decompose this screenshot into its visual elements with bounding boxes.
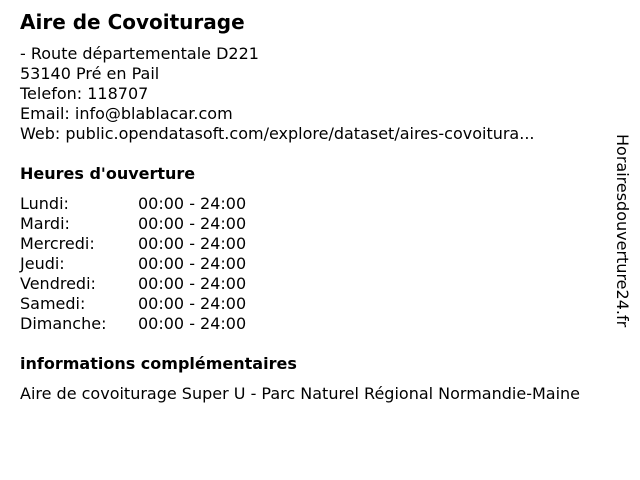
address-street: - Route départementale D221 (20, 44, 259, 63)
hours-row (20, 314, 246, 334)
day-label: Mardi: (20, 214, 70, 233)
web-line: Web: public.opendatasoft.com/explore/dataset/aires-covoitura... (20, 124, 535, 143)
additional-info-heading: informations complémentaires (20, 354, 297, 373)
hours-row (20, 254, 246, 274)
opening-hours-table (20, 194, 246, 334)
time-range: 00:00 - 24:00 (138, 314, 247, 333)
time-range: 00:00 - 24:00 (138, 194, 247, 213)
day-label: Dimanche: (20, 314, 107, 333)
time-range: 00:00 - 24:00 (138, 274, 247, 293)
site-watermark: Horairesdouverture24.fr (613, 134, 632, 328)
day-label: Jeudi: (20, 254, 65, 273)
hours-row (20, 274, 246, 294)
day-label: Mercredi: (20, 234, 95, 253)
hours-row (20, 234, 246, 254)
hours-row (20, 294, 246, 314)
hours-row (20, 194, 246, 214)
day-label: Lundi: (20, 194, 69, 213)
opening-hours-heading: Heures d'ouverture (20, 164, 196, 183)
additional-info-text: Aire de covoiturage Super U - Parc Naturel Régional Normandie-Maine (20, 384, 581, 403)
hours-row (20, 214, 246, 234)
time-range: 00:00 - 24:00 (138, 294, 247, 313)
time-range: 00:00 - 24:00 (138, 214, 247, 233)
contact-block (20, 44, 535, 144)
day-label: Samedi: (20, 294, 86, 313)
time-range: 00:00 - 24:00 (138, 234, 247, 253)
address-city: 53140 Pré en Pail (20, 64, 160, 83)
place-title: Aire de Covoiturage (20, 10, 245, 34)
time-range: 00:00 - 24:00 (138, 254, 247, 273)
email-line: Email: info@blablacar.com (20, 104, 233, 123)
phone-line: Telefon: 118707 (20, 84, 149, 103)
day-label: Vendredi: (20, 274, 96, 293)
